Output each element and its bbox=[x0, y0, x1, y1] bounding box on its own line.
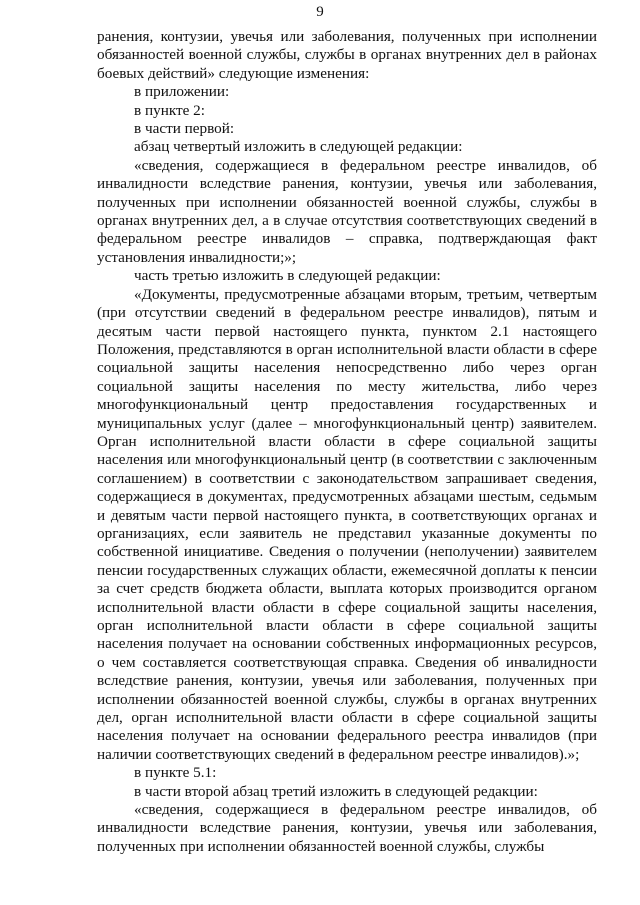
document-body bbox=[97, 28, 597, 856]
paragraph-quoted-info-1: «сведения, содержащиеся в федеральном реестре инвалидов, об инвалидности вследствие ранения, контузии, увечья или заболевания, полученных при исполнении обязанностей военной службы, службы в органах внутренних дел, а в случае отсутствия соответствующих сведений в федеральном реестре инвалидов – справка, подтверждающая факт установления инвалидности;»; bbox=[97, 156, 597, 266]
paragraph-quoted-info-2: «сведения, содержащиеся в федеральном реестре инвалидов, об инвалидности вследствие ранения, контузии, увечья или заболевания, полученных при исполнении обязанностей военной службы, службы bbox=[97, 801, 597, 855]
paragraph-continuation: ранения, контузии, увечья или заболевания, полученных при исполнении обязанностей военной службы, службы в органах внутренних дел в районах боевых действий» следующие изменения: bbox=[97, 28, 597, 82]
paragraph-part-one: в части первой: bbox=[134, 120, 235, 138]
page-number: 9 bbox=[316, 4, 324, 20]
paragraph-in-appendix: в приложении: bbox=[134, 83, 230, 101]
paragraph-fourth-para-heading: абзац четвертый изложить в следующей редакции: bbox=[134, 138, 463, 156]
paragraph-quoted-documents: «Документы, предусмотренные абзацами вторым, третьим, четвертым (при отсутствии сведений в федеральном реестре инвалидов), пятым и десятым части первой настоящего пункта, пунктом 2.1 настоящего Положения, представляются в орган исполнительной власти области в сфере социальной защиты населения непосредственно либо через орган социальной защиты населения по месту жительства, либо через многофункциональный центр предоставления государственных и муниципальных услуг (далее – многофункциональный центр) заявителем. Орган исполнительной власти области в сфере социальной защиты населения или многофункциональный центр (в соответствии с заключенным соглашением) в соответствии с законодательством запрашивает сведения, содержащиеся в документах, предусмотренных абзацами шестым, седьмым и девятым части первой настоящего пункта, в соответствующих органах и организациях, если заявитель не представил указанные документы по собственной инициативе. Сведения о получении (неполучении) заявителем пенсии государственных служащих области, ежемесячной доплаты к пенсии за счет средств бюджета области, выплата которых производится органом исполнительной власти области в сфере социальной защиты населения, орган исполнительной власти области в сфере социальной защиты населения получает на основании собственных информационных ресурсов, о чем составляется соответствующая справка. Сведения об инвалидности вследствие ранения, контузии, увечья или заболевания, полученных при исполнении обязанностей военной службы, службы в органах внутренних дел, орган исполнительной власти области в сфере социальной защиты населения получает на основании федерального реестра инвалидов (при наличии соответствующих сведений в федеральном реестре инвалидов).»; bbox=[97, 285, 597, 763]
paragraph-point-2: в пункте 2: bbox=[134, 101, 205, 119]
paragraph-part-three-heading: часть третью изложить в следующей редакции: bbox=[134, 267, 441, 285]
paragraph-point-5-1: в пункте 5.1: bbox=[134, 764, 217, 782]
paragraph-part-two-heading: в части второй абзац третий изложить в следующей редакции: bbox=[134, 782, 538, 800]
